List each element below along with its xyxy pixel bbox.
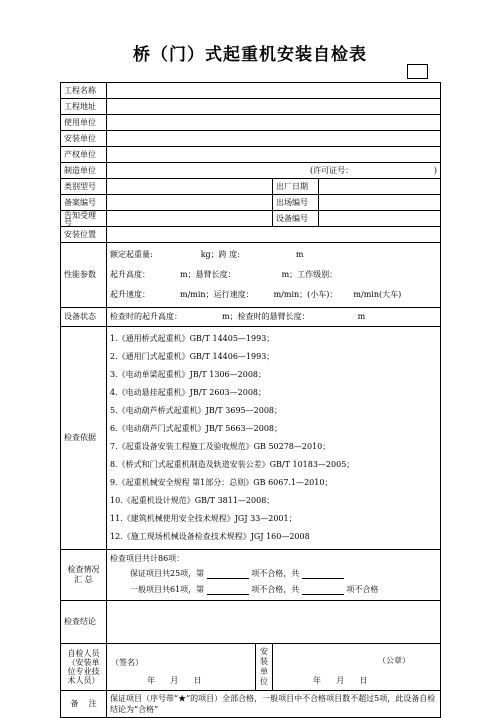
basis-item: 4.《电动悬挂起重机》JB/T 2603—2008；	[110, 388, 267, 397]
basis-item: 5.《电动葫芦桥式起重机》JB/T 3695—2008；	[110, 406, 283, 415]
form-number-box[interactable]	[407, 64, 428, 79]
summary-general-line: 一般项目共61项，第 项不合格，共 项不合格	[130, 585, 379, 594]
factory-date-value[interactable]	[319, 179, 441, 195]
remarks-label: 备 注	[61, 691, 107, 718]
row-remarks	[61, 691, 441, 718]
row-device-status	[61, 308, 441, 327]
basis-item: 2.《通用门式起重机》GB/T 14406—1993；	[110, 352, 275, 361]
performance-line-2: 起升高度： m；悬臂长度： m；工作级别：	[110, 270, 338, 279]
maker-unit-label: 制造单位	[61, 163, 107, 179]
row-performance	[61, 243, 441, 308]
install-unit-seal-label: 安装单位	[256, 644, 273, 691]
type-model-label: 类别型号	[61, 179, 107, 195]
row-inspection-basis	[61, 327, 441, 550]
user-unit-value[interactable]	[107, 115, 441, 131]
install-position-value[interactable]	[107, 227, 441, 243]
row-project-name	[61, 83, 441, 99]
owner-unit-label: 产权单位	[61, 147, 107, 163]
performance-line-1: 额定起重量: kg；跨 度: m	[110, 250, 304, 259]
basis-item: 8.《桥式和门式起重机制造及轨道安装公差》GB/T 10183—2005；	[110, 460, 355, 469]
signature-area[interactable]	[107, 644, 256, 691]
row-notice-no	[61, 211, 441, 227]
maker-unit-value[interactable]	[107, 163, 441, 179]
inspection-form-table	[60, 82, 441, 718]
performance-label: 性能参数	[61, 243, 107, 308]
row-summary	[61, 550, 441, 601]
guarantee-failed-items-field[interactable]	[207, 570, 249, 579]
basis-item: 7.《起重设备安装工程施工及验收规范》GB 50278—2010；	[110, 442, 331, 451]
summary-values	[107, 550, 441, 601]
basis-item: 9.《起重机械安全规程 第1部分：总则》GB 6067.1—2010；	[110, 478, 333, 487]
signer-label: 自检人员（安装单位专业技术人员）	[61, 644, 107, 691]
row-conclusion	[61, 601, 441, 644]
project-name-label: 工程名称	[61, 83, 107, 99]
factory-number-label: 出场编号	[273, 195, 319, 211]
type-model-value[interactable]	[107, 179, 273, 195]
row-owner-unit	[61, 147, 441, 163]
license-number-label: (许可证号：	[310, 165, 354, 175]
row-maker-unit	[61, 163, 441, 179]
summary-guarantee-line: 保证项目共25项，第 项不合格，共	[110, 566, 437, 582]
install-unit-label: 安装单位	[61, 131, 107, 147]
device-status-label: 设备状态	[61, 308, 107, 327]
basis-item: 3.《电动单梁起重机》JB/T 1306—2008；	[110, 370, 267, 379]
conclusion-label: 检查结论	[61, 601, 107, 644]
row-record-no	[61, 195, 441, 211]
row-type-model	[61, 179, 441, 195]
record-number-value[interactable]	[107, 195, 273, 211]
user-unit-label: 使用单位	[61, 115, 107, 131]
summary-label: 检查情况汇 总	[61, 550, 107, 601]
install-unit-value[interactable]	[107, 131, 441, 147]
factory-number-value[interactable]	[319, 195, 441, 211]
inspection-basis-list	[107, 327, 441, 550]
performance-values[interactable]	[107, 243, 441, 308]
seal-area[interactable]	[273, 644, 441, 691]
row-signature	[61, 644, 441, 691]
signature-label: （签名）	[111, 658, 143, 667]
record-number-label: 备案编号	[61, 195, 107, 211]
owner-unit-value[interactable]	[107, 147, 441, 163]
project-address-value[interactable]	[107, 99, 441, 115]
project-address-label: 工程地址	[61, 99, 107, 115]
conclusion-value[interactable]	[107, 601, 441, 644]
general-failed-count-field[interactable]	[302, 586, 344, 595]
page-title: 桥（门）式起重机安装自检表	[133, 45, 367, 65]
device-number-value[interactable]	[319, 211, 441, 227]
signature-date: 年 月 日	[147, 676, 202, 685]
install-position-label: 安装位置	[61, 227, 107, 243]
basis-item: 12.《施工现场机械设备检查技术规程》JGJ 160—2008	[110, 532, 310, 541]
project-name-value[interactable]	[107, 83, 441, 99]
performance-line-3: 起升速度： m/min；运行速度： m/min；(小车)： m/min(大车)	[110, 290, 402, 299]
row-user-unit	[61, 115, 441, 131]
summary-total: 检查项目共计86项：	[110, 554, 185, 563]
basis-item: 1.《通用桥式起重机》GB/T 14405—1993；	[110, 334, 275, 343]
basis-item: 10.《起重机设计规范》GB/T 3811—2008；	[110, 496, 275, 505]
remarks-text: 保证项目（序号带“★”的项目）全部合格，一般项目中不合格项目数不超过5项，此设备自检 结论为“合格”	[107, 691, 441, 718]
device-number-label: 设备编号	[273, 211, 319, 227]
seal-date: 年 月 日	[313, 676, 368, 685]
guarantee-failed-count-field[interactable]	[302, 570, 344, 579]
row-project-address	[61, 99, 441, 115]
row-install-position	[61, 227, 441, 243]
factory-date-label: 出厂日期	[273, 179, 319, 195]
seal-label: （公章）	[378, 656, 411, 665]
basis-item: 11.《建筑机械使用安全技术规程》JGJ 33—2001；	[110, 514, 297, 523]
basis-item: 6.《电动葫芦门式起重机》JB/T 5663—2008；	[110, 424, 283, 433]
license-number-close: )	[433, 165, 438, 175]
inspection-basis-label: 检查依据	[61, 327, 107, 550]
notice-number-value[interactable]	[107, 211, 273, 227]
device-status-values[interactable]: 检查时的起升高度： m；检查时的悬臂长度： m	[107, 308, 441, 327]
row-install-unit	[61, 131, 441, 147]
notice-number-label: 告知受理号	[61, 211, 107, 227]
general-failed-items-field[interactable]	[207, 586, 249, 595]
